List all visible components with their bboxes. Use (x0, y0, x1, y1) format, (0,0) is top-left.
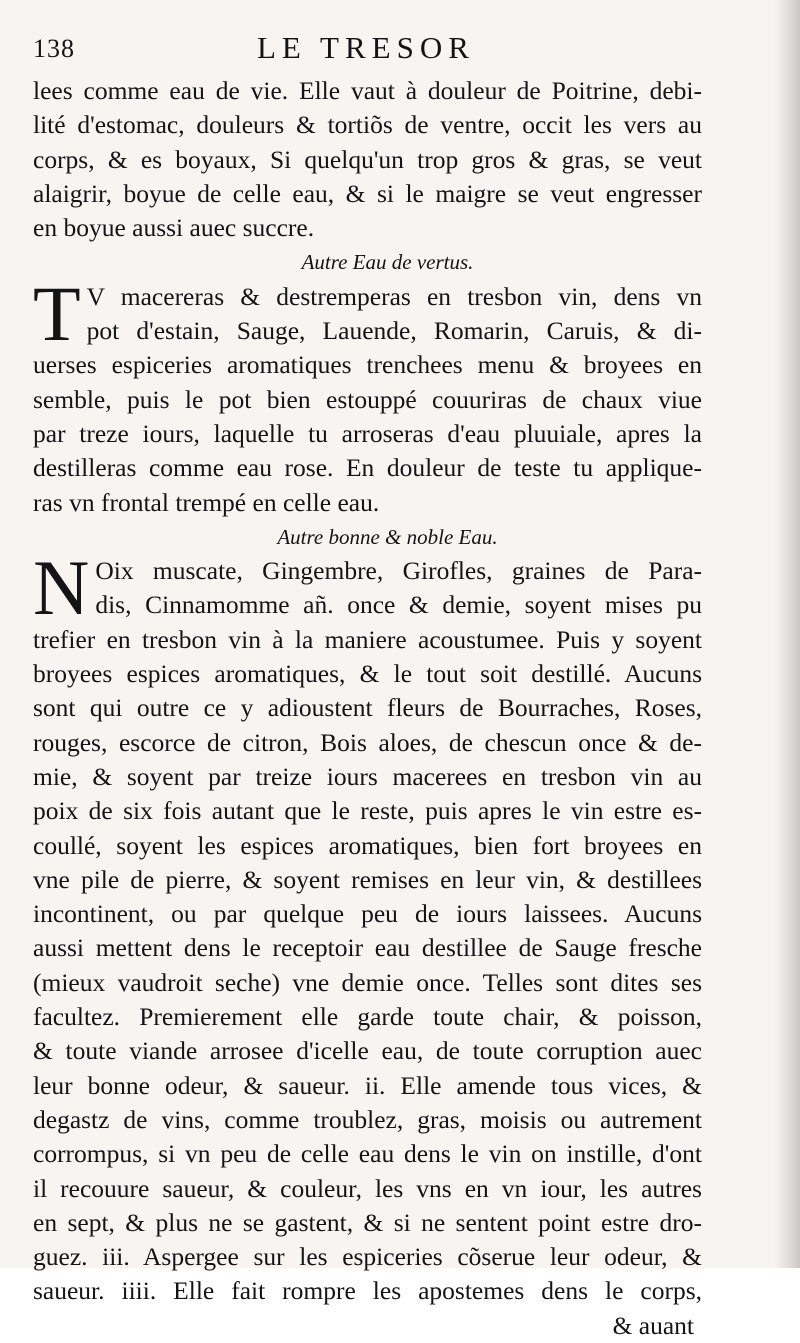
text-line: pot d'estain, Sauge, Lauende, Romarin, Caruis, & di- (86, 316, 702, 346)
text-line: en boyue aussi auec succre. (33, 213, 315, 243)
text-line: en sept, & plus ne se gastent, & si ne sentent point estre dro- (33, 1207, 702, 1237)
paragraph-eau-de-vertus (33, 269, 702, 520)
text-line: rouges, escorce de citron, Bois aloes, de chescun once & de- (33, 727, 702, 757)
section-heading-bonne-noble-eau: Autre bonne & noble Eau. (277, 524, 498, 549)
text-line: & toute viande arrosee d'icelle eau, de toute corruption auec (33, 1036, 702, 1066)
text-line: V macereras & destremperas en tresbon vin, dens vn (86, 281, 702, 311)
text-line: saueur. iiii. Elle fait rompre les apostemes dens le corps, (33, 1276, 702, 1306)
text-line: corps, & es boyaux, Si quelqu'un trop gros & gras, se veut (33, 144, 702, 174)
text-line: uerses espiceries aromatiques trenchees menu & broyees en (33, 350, 702, 380)
text-line: lees comme eau de vie. Elle vaut à douleur de Poitrine, debi- (33, 76, 702, 105)
text-line: vne pile de pierre, & soyent remises en leur vin, & destillees (33, 864, 702, 894)
text-line: lité d'estomac, douleurs & tortiõs de ventre, occit les vers au (33, 110, 702, 140)
text-line: il recouure saueur, & couleur, les vns en vn iour, les autres (33, 1173, 702, 1203)
text-line: (mieux vaudroit seche) vne demie once. Telles sont dites ses (33, 967, 702, 997)
text-line: semble, puis le pot bien estouppé couuriras de chaux viue (33, 384, 702, 414)
text-line: mie, & soyent par treize iours macerees en tresbon vin au (33, 761, 702, 791)
text-line: guez. iii. Aspergee sur les espiceries cõserue leur odeur, & (33, 1242, 702, 1272)
text-line: sont qui outre ce y adioustent fleurs de Bourraches, Roses, (33, 693, 702, 723)
running-title: LE TRESOR (257, 30, 475, 65)
text-line: trefier en tresbon vin à la maniere acoustumee. Puis y soyent (33, 624, 702, 654)
text-line: degastz de vins, comme troublez, gras, moisis ou autrement (33, 1104, 702, 1134)
paragraph-continuation (33, 74, 702, 245)
text-line: coullé, soyent les espices aromatiques, bien fort broyees en (33, 830, 702, 860)
drop-cap: T (33, 269, 81, 357)
text-line: incontinent, ou par quelque peu de iours laissees. Aucuns (33, 899, 702, 929)
text-line: ras vn frontal trempé en celle eau. (33, 487, 380, 517)
text-line: dis, Cinnamomme añ. once & demie, soyent mises pu (95, 590, 702, 620)
paragraph-bonne-noble-eau (33, 544, 702, 1309)
body-text (33, 74, 702, 1343)
text-line: alaigrir, boyue de celle eau, & si le maigre se veut engresser (33, 178, 702, 208)
text-line: corrompus, si vn peu de celle eau dens le vin on instille, d'ont (33, 1139, 702, 1169)
text-line: Oix muscate, Gingembre, Girofles, graines de Para- (95, 556, 702, 586)
page-gutter-shadow (774, 0, 800, 1268)
text-line: aussi mettent dens le receptoir eau destillee de Sauge fresche (33, 933, 702, 963)
section-heading-eau-de-vertus: Autre Eau de vertus. (301, 250, 474, 275)
text-line: poix de six fois autant que le reste, puis apres le vin estre es- (33, 796, 702, 826)
drop-cap: N (33, 544, 90, 632)
catchword: & auant (612, 1310, 694, 1340)
page-number: 138 (33, 34, 75, 63)
running-head (33, 28, 702, 74)
text-line: leur bonne odeur, & saueur. ii. Elle amende tous vices, & (33, 1070, 702, 1100)
text-line: par treze iours, laquelle tu arroseras d'eau pluuiale, apres la (33, 418, 702, 448)
text-line: destilleras comme eau rose. En douleur de teste tu applique- (33, 453, 702, 483)
text-line: broyees espices aromatiques, & le tout soit destillé. Aucuns (33, 659, 702, 689)
text-line: facultez. Premierement elle garde toute chair, & poisson, (33, 1002, 702, 1032)
